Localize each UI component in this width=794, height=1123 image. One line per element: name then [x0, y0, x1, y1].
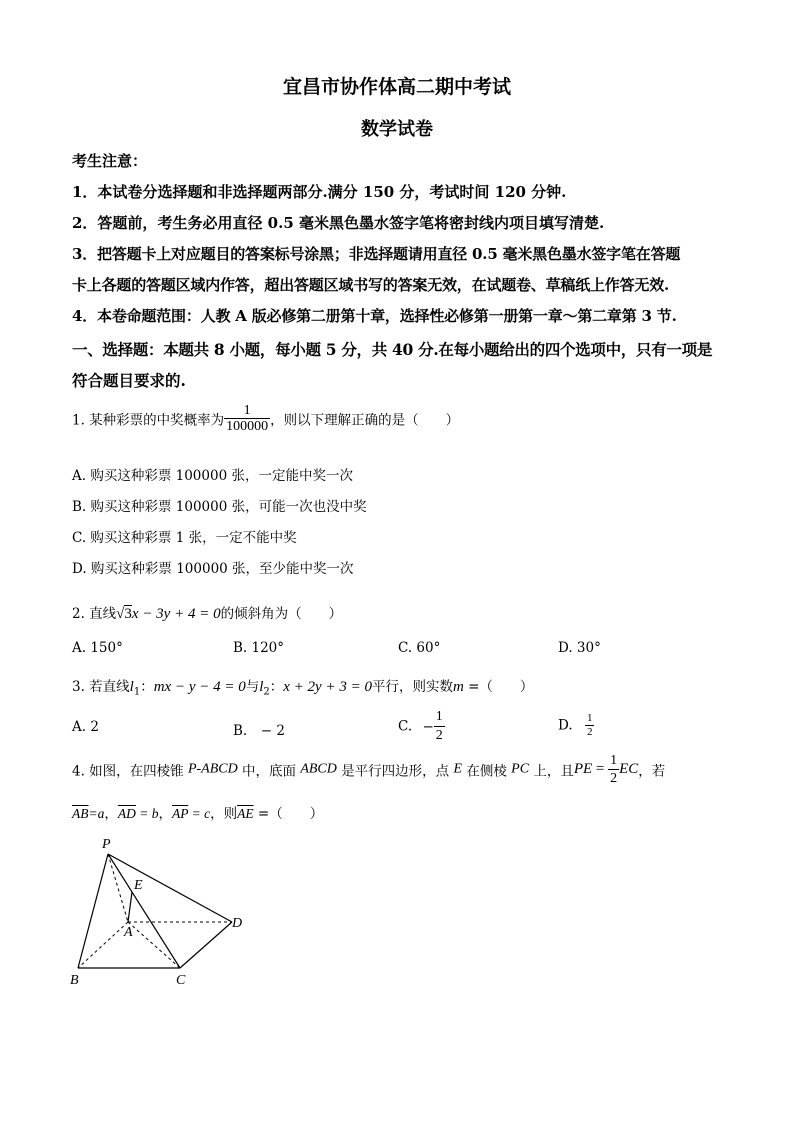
- q3-option-c-den: 2: [435, 728, 443, 743]
- q3-option-c-label: C.: [398, 718, 413, 735]
- q4-eq-num: 1: [610, 753, 618, 768]
- edge-pa: [108, 854, 128, 922]
- q4-text-c: 是平行四边形，点: [336, 763, 454, 780]
- q1-fraction: [224, 403, 270, 434]
- q4-eq-den: 2: [610, 771, 618, 786]
- q1-frac-den: 100000: [226, 419, 269, 434]
- q4-text-e: 上，且: [529, 763, 574, 780]
- q1-frac-num: 1: [224, 403, 270, 419]
- q1-option-c: C. 购买这种彩票 1 张，一定不能中奖: [72, 530, 297, 546]
- q3-option-d-den: 2: [586, 726, 593, 738]
- segment-ea: [128, 892, 132, 922]
- q4-text-then: ，则: [210, 806, 238, 822]
- q1-option-a: A. 购买这种彩票 100000 张，一定能中奖一次: [72, 468, 353, 484]
- q3-option-d-num: 1: [586, 712, 593, 724]
- exam-subtitle: 数学试卷: [361, 119, 433, 140]
- q3-l2: l: [259, 679, 264, 695]
- notice-heading: 考生注意：: [72, 152, 148, 170]
- q4-sep-2: ，: [158, 806, 172, 822]
- q1-option-b: B. 购买这种彩票 100000 张，可能一次也没中奖: [72, 499, 367, 515]
- notice-item-3-cont: 卡上各题的答题区域内作答，超出答题区域书写的答案无效，在试题卷、草稿纸上作答无效.: [72, 276, 670, 294]
- q3-l1: l: [129, 679, 134, 695]
- edge-pb: [78, 854, 108, 968]
- question-4-vectors: [72, 802, 323, 822]
- q4-text-d: 在侧棱: [462, 763, 512, 780]
- q3-text-c: =（ ）: [463, 679, 534, 695]
- q2-sqrt-value: 3: [124, 606, 132, 622]
- q3-option-d-label: D.: [558, 717, 573, 734]
- section-heading-line2: 符合题目要求的.: [72, 371, 186, 390]
- q3-option-c-frac: [434, 708, 445, 745]
- edge-pc: [108, 854, 180, 968]
- q4-pyramid: P-ABCD: [187, 761, 238, 777]
- q4-vec-ad: $\overline{AD}$: [117, 806, 136, 821]
- q4-eq-right: EC: [619, 761, 639, 777]
- q3-option-c: [398, 708, 445, 745]
- q4-vec-ae: $\overline{AE}$: [237, 806, 254, 821]
- notice-item-3: 3．把答题卡上对应题目的答案标号涂黑；非选择题请用直径 0.5 毫米黑色墨水签字笔在答题: [72, 245, 681, 263]
- q1-text-pre: 1. 某种彩票的中奖概率为: [72, 412, 225, 429]
- q4-eq-left: PE: [573, 761, 593, 777]
- q4-edge: PC: [511, 761, 530, 777]
- exam-title: 宜昌市协作体高二期中考试: [282, 76, 511, 98]
- q3-with: 与: [245, 679, 260, 695]
- q3-l1-sub: 1: [133, 686, 141, 698]
- notice-item-4: 4．本卷命题范围：人教 A 版必修第二册第十章，选择性必修第一册第一章～第二章第 3 节.: [72, 307, 677, 325]
- q3-eq2: x + 2y + 3 = 0: [283, 679, 372, 695]
- q2-option-b: B. 120°: [233, 640, 285, 656]
- q2-formula: x − 3y + 4 = 0: [131, 606, 221, 622]
- edge-pd: [108, 854, 232, 922]
- q3-colon-2: ：: [269, 679, 284, 695]
- q2-text-post: 的倾斜角为（ ）: [220, 606, 343, 622]
- q4-vec-ap-val: = c: [188, 806, 211, 821]
- q2-option-c: C. 60°: [398, 640, 441, 656]
- q3-option-b: B. − 2: [233, 723, 285, 739]
- q2-sqrt: √3: [116, 606, 132, 622]
- label-d: D: [232, 916, 243, 931]
- q4-vec-ad-val: = b: [135, 806, 159, 821]
- q3-option-c-num: 1: [434, 708, 445, 727]
- q2-option-d: D. 30°: [558, 640, 601, 656]
- label-e: E: [134, 878, 143, 893]
- q3-option-a: A. 2: [72, 719, 99, 735]
- notice-item-2: 2．答题前，考生务必用直径 0.5 毫米黑色墨水签字笔将密封线内项目填写清楚.: [72, 214, 605, 232]
- q4-text-a: 4. 如图，在四棱锥: [72, 763, 188, 780]
- label-p: P: [102, 837, 111, 852]
- edge-cd: [180, 922, 232, 968]
- question-2-stem: [72, 602, 342, 623]
- q4-vec-ab: $\overline{AB}$: [72, 806, 89, 821]
- q3-option-d-frac: [585, 712, 595, 739]
- q4-text-b: 中，底面: [237, 763, 301, 780]
- q4-vec-ap: $\overline{AP}$: [172, 806, 189, 821]
- q3-option-c-sign: −: [422, 718, 434, 735]
- label-b: B: [70, 973, 79, 988]
- edge-ab: [78, 922, 128, 968]
- q4-base: ABCD: [300, 761, 337, 777]
- q3-var-m: m: [452, 679, 464, 695]
- q2-option-a: A. 150°: [72, 640, 123, 656]
- section-heading-line1: 一、选择题：本题共 8 小题，每小题 5 分，共 40 分.在每小题给出的四个选项中，只有一项是: [72, 340, 713, 359]
- question-1-stem: [72, 403, 459, 434]
- q3-eq1: mx − y − 4 = 0: [153, 679, 246, 695]
- q4-eq-sign: =: [592, 761, 609, 777]
- notice-item-1: 1．本试卷分选择题和非选择题两部分.满分 150 分，考试时间 120 分钟.: [72, 183, 567, 201]
- q3-text-b: 平行，则实数: [371, 679, 453, 695]
- label-c: C: [176, 973, 186, 988]
- q4-text-end: =（ ）: [253, 806, 324, 822]
- q1-option-d: D. 购买这种彩票 100000 张，至少能中奖一次: [72, 561, 354, 577]
- q3-colon-1: ：: [140, 679, 154, 695]
- q2-text-pre: 2. 直线: [72, 606, 117, 622]
- pyramid-figure: [60, 832, 260, 992]
- q1-text-post: ，则以下理解正确的是（ ）: [270, 412, 460, 429]
- question-3-stem: [72, 675, 533, 698]
- q4-vec-ab-val: =a: [88, 806, 105, 821]
- q4-eq-fraction: [608, 752, 619, 787]
- q4-sep-1: ，: [104, 806, 118, 822]
- diag-ac: [128, 922, 180, 968]
- question-4-stem: [72, 752, 665, 787]
- q4-point-e: E: [453, 761, 463, 777]
- q3-l2-sub: 2: [263, 686, 270, 698]
- q4-text-f: ，若: [638, 763, 666, 780]
- q3-text-a: 3. 若直线: [72, 679, 130, 695]
- label-a: A: [124, 925, 133, 940]
- q3-option-d: [558, 712, 594, 739]
